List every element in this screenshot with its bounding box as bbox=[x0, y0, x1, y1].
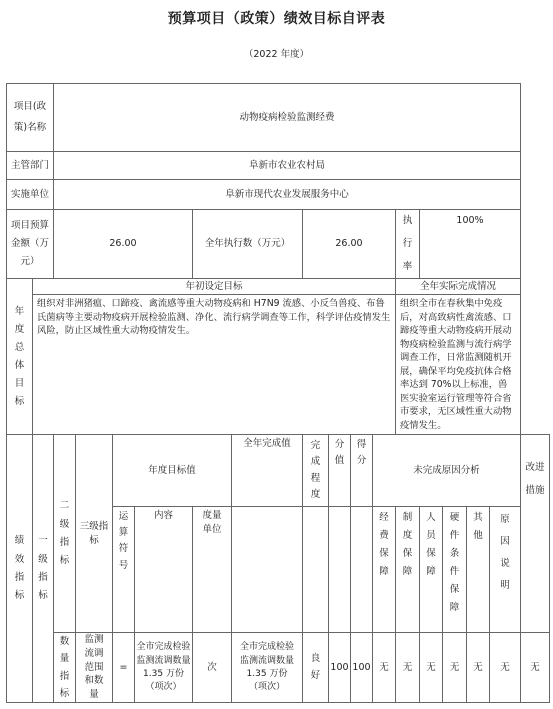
actual-goal-label: 全年实际完成情况 bbox=[396, 279, 521, 295]
department-row bbox=[7, 152, 550, 180]
goals-side-label: 年度总体目标 bbox=[7, 279, 33, 435]
got-label: 得分 bbox=[351, 435, 373, 507]
actual-goal-text: 组织全市在春秋集中免疫后，对高致病性禽流感、口蹄疫等重大动物疫病开展动物疫病检验监测与流行病学调查工作，日常监测随机开展，确保平均免疫抗体合格率达到 70%以上标准，兽医实验室运行管理等符合省市要求，无区域性重大动物疫情发生。 bbox=[396, 295, 521, 435]
reason-col-hardware: 硬件条件保障 bbox=[443, 507, 467, 633]
project-name-row bbox=[7, 84, 550, 152]
reason-col-staff: 人员保障 bbox=[420, 507, 443, 633]
page-title: 预算项目（政策）绩效目标自评表 bbox=[167, 11, 386, 27]
project-name-value: 动物疫病检验监测经费 bbox=[54, 84, 521, 152]
row-score: 100 bbox=[329, 633, 351, 703]
implementer-value: 阜新市现代农业发展服务中心 bbox=[54, 180, 521, 210]
reason-col-system: 制度保障 bbox=[396, 507, 420, 633]
row-completed: 全市完成检验监测流调数量 1.35 万份（项次） bbox=[232, 633, 303, 703]
budget-value: 26.00 bbox=[54, 210, 193, 279]
reason-col-explanation: 原因说明 bbox=[490, 507, 521, 633]
exec-rate-label: 执行率 bbox=[396, 210, 420, 279]
project-name-label: 项目(政策)名称 bbox=[7, 84, 54, 152]
row-reason-staff: 无 bbox=[420, 633, 443, 703]
table-row bbox=[7, 633, 550, 703]
row-reason-other: 无 bbox=[467, 633, 490, 703]
completed-label: 全年完成值 bbox=[232, 435, 303, 507]
goals-header-row bbox=[7, 279, 550, 295]
year-subtitle: （2022 年度） bbox=[243, 49, 310, 60]
goals-body-row bbox=[7, 295, 550, 435]
indicator-header-row bbox=[7, 435, 550, 507]
level2-label: 二级指标 bbox=[54, 435, 76, 633]
unit-label: 度量单位 bbox=[193, 507, 232, 633]
evaluation-table bbox=[6, 83, 550, 703]
department-label: 主管部门 bbox=[7, 152, 54, 180]
reason-col-other: 其他 bbox=[467, 507, 490, 633]
content-label: 内容 bbox=[135, 507, 193, 633]
row-measures: 无 bbox=[521, 633, 550, 703]
score-sub-empty bbox=[329, 507, 351, 633]
degree-sub-empty bbox=[303, 507, 329, 633]
reason-col-funding: 经费保障 bbox=[373, 507, 396, 633]
exec-rate-value: 100% bbox=[420, 210, 521, 279]
indicators-side-label: 绩效指标 bbox=[7, 435, 33, 703]
completed-sub-empty bbox=[232, 507, 303, 633]
planned-goal-text: 组织对非洲猪瘟、口蹄疫、禽流感等重大动物疫病和 H7N9 流感、小反刍兽疫、布鲁氏菌病等主要动物疫病开展检验监测、净化、流行病学调查等工作，科学评估疫情发生风险，防止区域性重大动物疫情发生。 bbox=[33, 295, 396, 435]
reasons-label: 未完成原因分析 bbox=[373, 435, 521, 507]
row-reason-funding: 无 bbox=[373, 633, 396, 703]
row-reason-explanation: 无 bbox=[490, 633, 521, 703]
implementer-label: 实施单位 bbox=[7, 180, 54, 210]
budget-label: 项目预算金额（万元） bbox=[7, 210, 54, 279]
budget-row bbox=[7, 210, 550, 279]
implementer-row bbox=[7, 180, 550, 210]
measures-label: 改进措施 bbox=[521, 435, 550, 633]
level1-label: 一级指标 bbox=[33, 435, 54, 703]
row-reason-hardware: 无 bbox=[443, 633, 467, 703]
operator-label: 运算符号 bbox=[113, 507, 135, 633]
annual-target-label: 年度目标值 bbox=[113, 435, 232, 507]
row-got: 100 bbox=[351, 633, 373, 703]
degree-label: 完成程度 bbox=[303, 435, 329, 507]
executed-value: 26.00 bbox=[303, 210, 396, 279]
row-level2: 数量指标 bbox=[54, 633, 76, 703]
department-value: 阜新市农业农村局 bbox=[54, 152, 521, 180]
row-degree: 良好 bbox=[303, 633, 329, 703]
score-label: 分值 bbox=[329, 435, 351, 507]
row-operator: = bbox=[113, 633, 135, 703]
row-content: 全市完成检验监测流调数量 1.35 万份（项次） bbox=[135, 633, 193, 703]
row-level3: 监测流调范围和数量 bbox=[76, 633, 113, 703]
executed-label: 全年执行数（万元） bbox=[193, 210, 303, 279]
row-reason-system: 无 bbox=[396, 633, 420, 703]
row-unit: 次 bbox=[193, 633, 232, 703]
got-sub-empty bbox=[351, 507, 373, 633]
level3-label: 三级指标 bbox=[76, 435, 113, 633]
planned-goal-label: 年初设定目标 bbox=[33, 279, 396, 295]
